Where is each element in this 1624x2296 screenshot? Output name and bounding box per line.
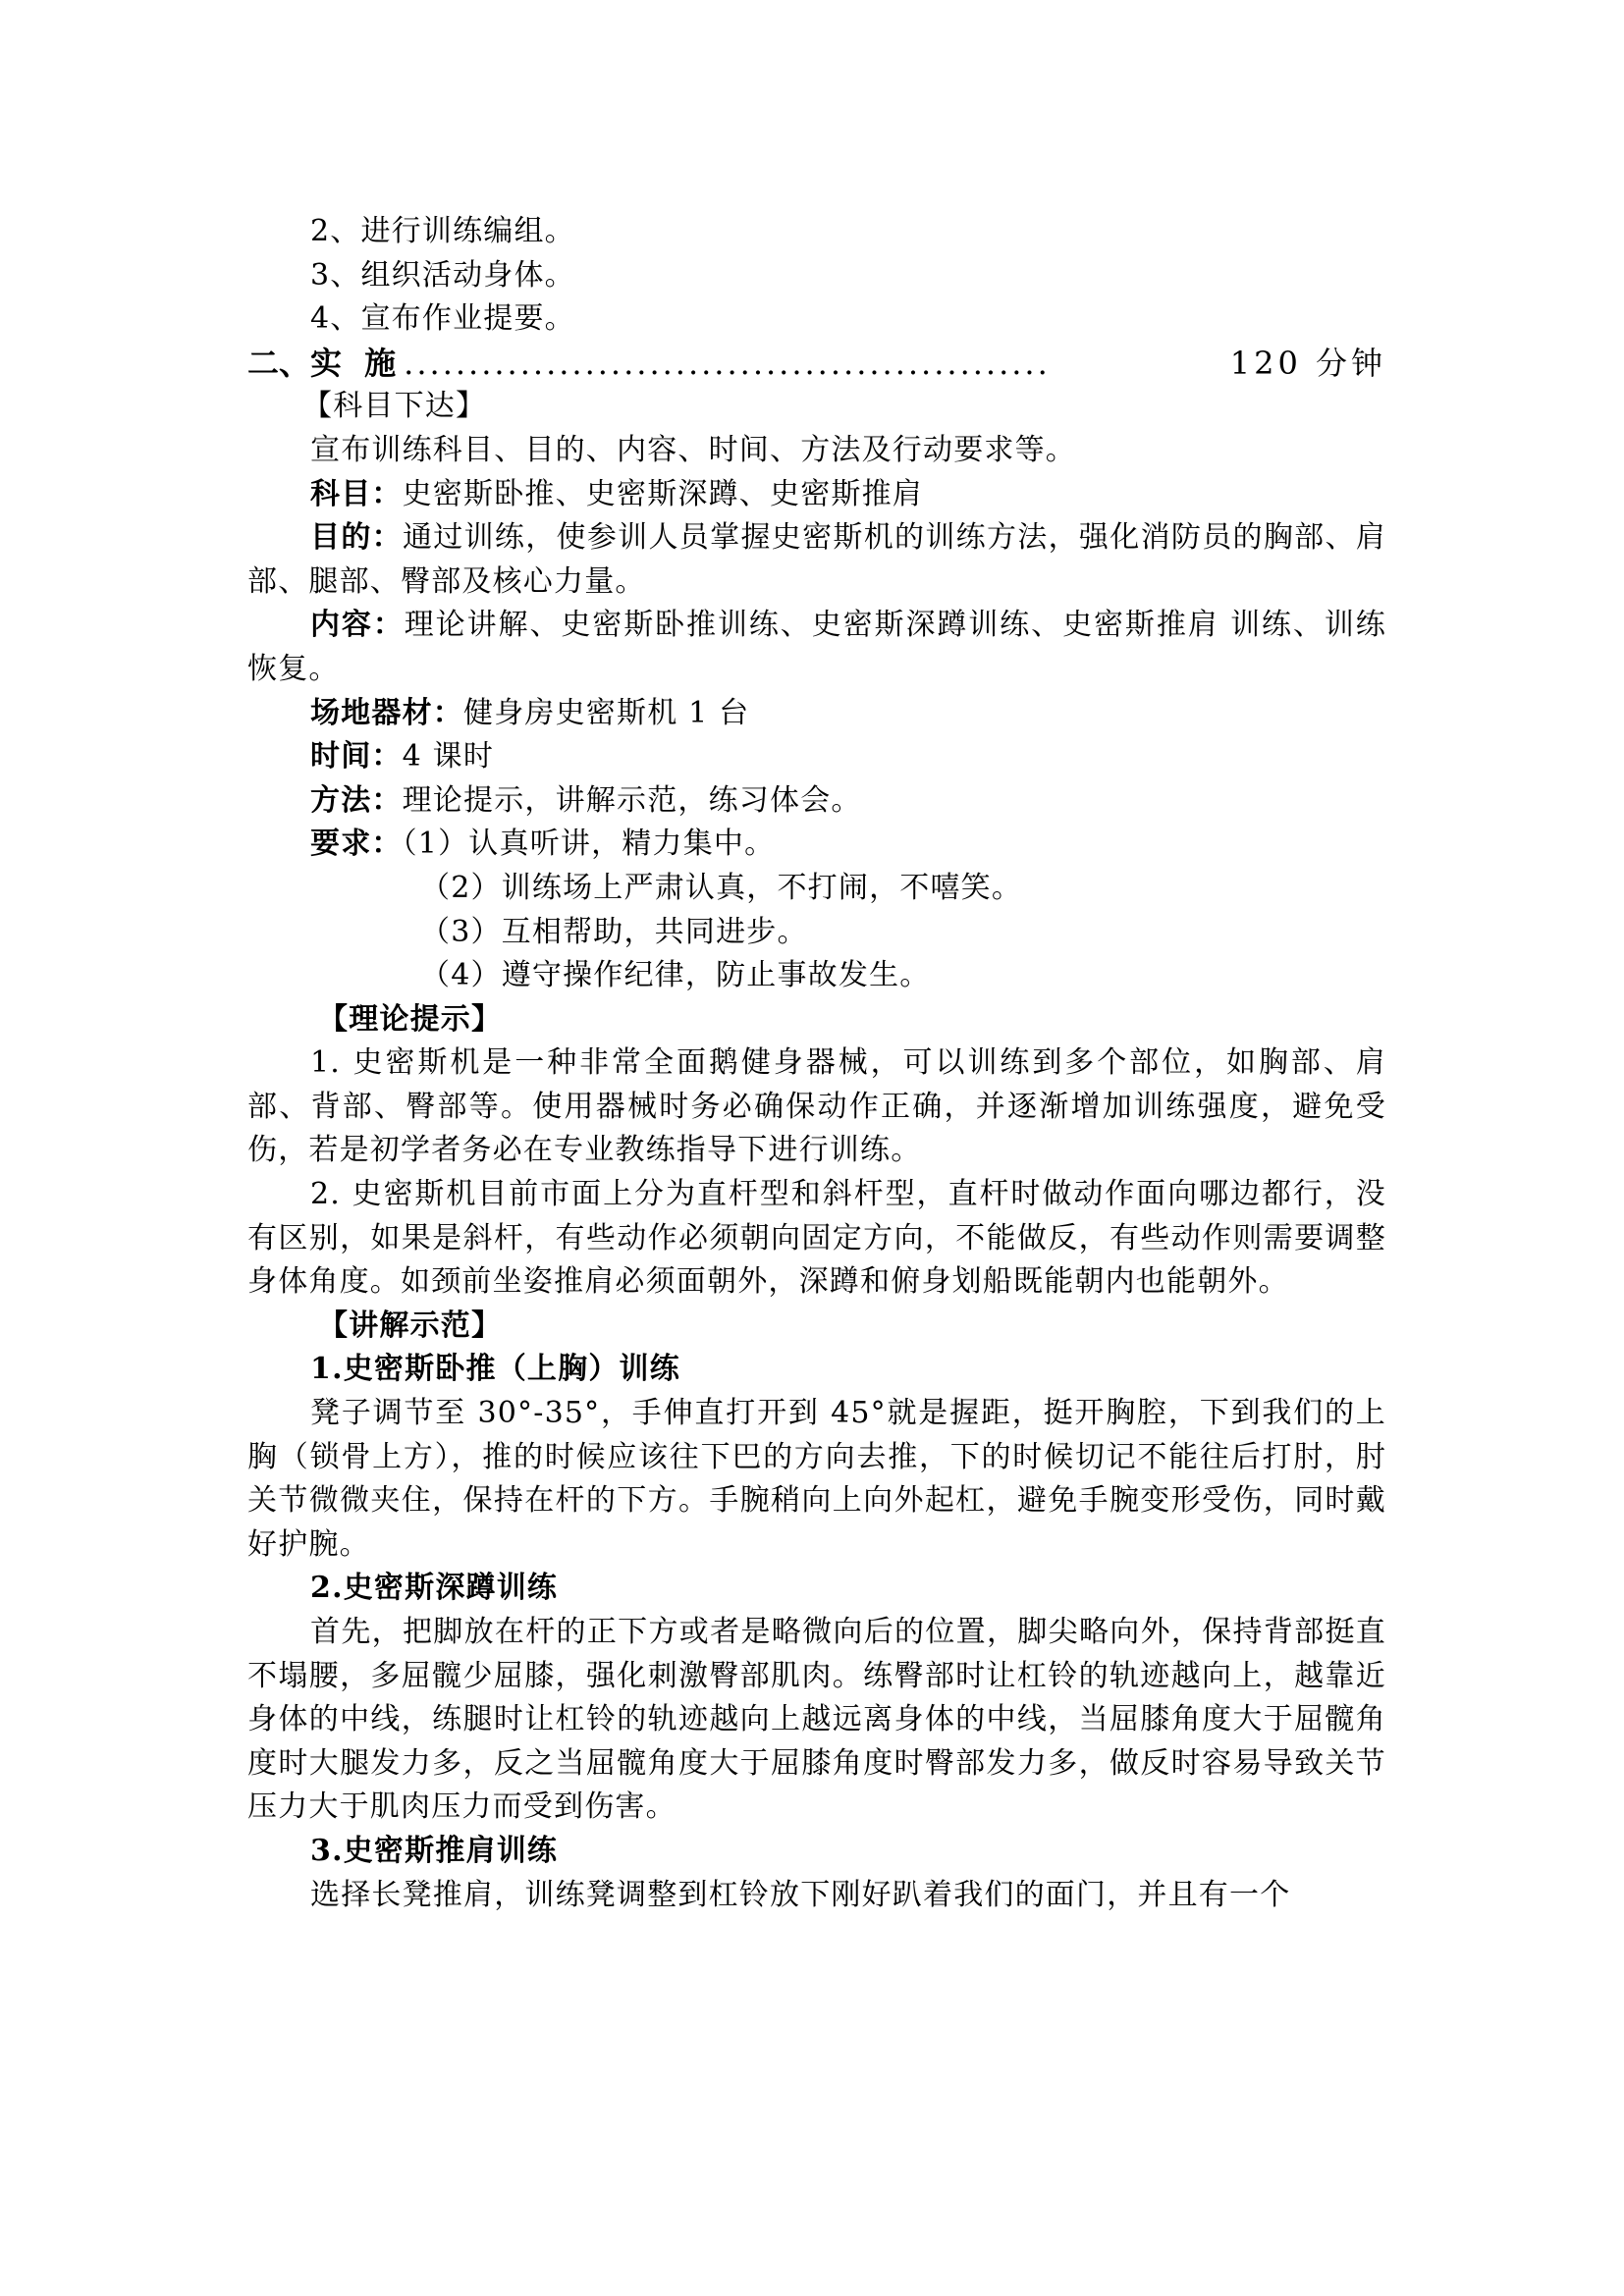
intro-step-2: 2、进行训练编组。 [310,214,575,248]
subject-value: 史密斯卧推、史密斯深蹲、史密斯推肩 [402,476,924,511]
theory-paragraph-2: 2. 史密斯机目前市面上分为直杆型和斜杆型，直杆时做动作面向哪边都行，没有区别，如果是斜杆，有些动作必须朝向固定方向，不能做反，有些动作则需要调整身体角度。如颈前坐姿推肩必须面朝外，深蹲和俯身划船既能朝内也能朝外。 [247,1177,1386,1300]
intro-step-3: 3、组织活动身体。 [310,257,575,293]
demo-item-3-title: 3.史密斯推肩训练 [310,1833,559,1868]
content-label: 内容： [310,608,405,643]
venue-value: 健身房史密斯机 1 台 [463,695,750,730]
content-value: 理论讲解、史密斯卧推训练、史密斯深蹲训练、史密斯推肩 训练、训练恢复。 [247,608,1386,686]
time-line [247,735,1386,779]
time-label: 时间： [310,739,403,774]
requirements-label: 要求： [310,827,403,862]
subject-line [247,473,1386,517]
method-label: 方法： [310,782,403,818]
demo-item-2-title: 2.史密斯深蹲训练 [310,1571,559,1606]
section-number: 二、 [247,344,311,382]
venue-line [247,692,1386,736]
content-paragraph [247,604,1386,691]
demo-item-1-text: 凳子调节至 30°-35°，手伸直打开到 45°就是握距，挺开胸腔，下到我们的上胸（锁骨上方），推的时候应该往下巴的方向去推，下的时候切记不能往后打肘，肘关节微微夹住，保持在杆的下方。手腕稍向上向外起杠，避免手腕变形受伤，同时戴好护腕。 [247,1396,1386,1562]
assignment-heading: 【科目下达】 [302,389,487,424]
subject-label: 科目： [310,476,403,511]
time-value: 4 课时 [402,739,495,774]
section-title: 实 施 [310,344,403,382]
theory-paragraph-1: 1. 史密斯机是一种非常全面鹅健身器械，可以训练到多个部位，如胸部、肩部、背部、臀部等。使用器械时务必确保动作正确，并逐渐增加训练强度，避免受伤，若是初学者务必在专业教练指导下进行训练。 [247,1045,1386,1168]
demo-heading: 【讲解示范】 [318,1308,503,1343]
purpose-value: 通过训练，使参训人员掌握史密斯机的训练方法，强化消防员的胸部、肩部、腿部、臀部及核心力量。 [247,520,1386,599]
purpose-label: 目的： [310,520,403,556]
demo-item-3-text: 选择长凳推肩，训练凳调整到杠铃放下刚好趴着我们的面门，并且有一个 [310,1877,1291,1912]
theory-heading: 【理论提示】 [318,1001,503,1037]
venue-label: 场地器材： [310,695,463,730]
requirement-line-1 [247,823,1386,867]
intro-step-4: 4、宣布作业提要。 [310,301,575,337]
purpose-paragraph [247,516,1386,604]
demo-item-1-title: 1.史密斯卧推（上胸）训练 [310,1352,680,1387]
dot-leader: .................................................. [404,344,1051,382]
assignment-intro: 宣布训练科目、目的、内容、时间、方法及行动要求等。 [310,432,1076,467]
section-duration: 120 分钟 [1229,344,1386,382]
method-value: 理论提示，讲解示范，练习体会。 [402,782,862,818]
requirement-4: （4）遵守操作纪律，防止事故发生。 [420,958,931,993]
section-two-heading [247,342,1386,386]
method-line [247,779,1386,824]
requirement-1: （1）认真听讲，精力集中。 [402,827,776,862]
demo-item-2-text: 首先，把脚放在杆的正下方或者是略微向后的位置，脚尖略向外，保持背部挺直不塌腰，多屈髋少屈膝，强化刺激臀部肌肉。练臀部时让杠铃的轨迹越向上，越靠近身体的中线，练腿时让杠铃的轨迹越向上越远离身体的中线，当屈膝角度大于屈髋角度时大腿发力多，反之当屈髋角度大于屈膝角度时臀部发力多，做反时容易导致关节压力大于肌肉压力而受到伤害。 [247,1615,1386,1825]
requirement-3: （3）互相帮助，共同进步。 [420,914,808,949]
document-page [247,210,1386,1917]
requirement-2: （2）训练场上严肃认真，不打闹，不嘻笑。 [420,870,1023,905]
